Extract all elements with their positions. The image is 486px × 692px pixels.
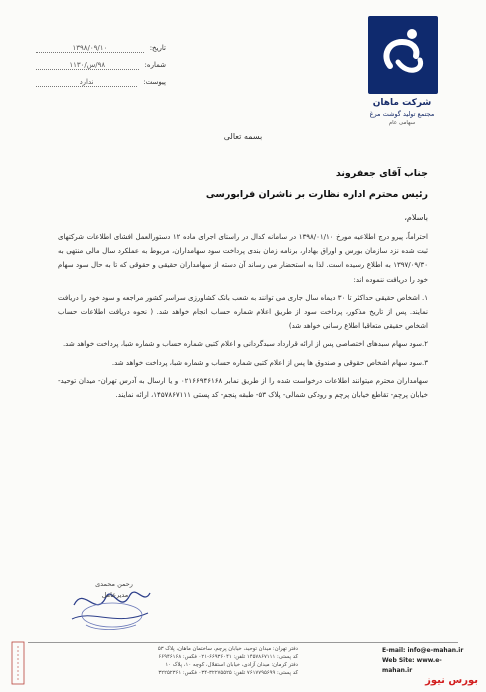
email-value[interactable]: info@e-mahan.ir — [407, 647, 464, 654]
body-paragraph-2: سهامداران محترم میتوانند اطلاعات درخواست شده را از طریق نمابر ۰۲۱۶۶۹۴۶۱۶۸ و یا ارسال به آدرس تهران- میدان توحید- خیابان پرچم- تقاطع خیابان پرچم و رودکی شمالی- پلاک ۵۳- طبقه پنجم- کد پستی ۱۴۵۷۸۶۷۱۱۱، ارائه نمایند. — [58, 376, 428, 400]
web-value[interactable]: www.e-mahan.ir — [382, 657, 442, 674]
number-value: ۹۸/س/۱۱۳۰ — [36, 61, 139, 70]
signatory-name: رحمن محمدی — [95, 580, 133, 588]
vertical-stamp-icon — [6, 640, 32, 686]
company-subtitle: مجتمع تولید گوشت مرغ — [369, 110, 435, 118]
company-name: شرکت ماهان — [372, 98, 432, 108]
salutation: باسلام، — [404, 213, 428, 222]
attachment-label: پیوست: — [143, 78, 166, 86]
company-logo — [368, 16, 438, 94]
letter-body — [58, 230, 428, 405]
tehran-phone: کد پستی: ۱۴۵۷۸۶۷۱۱۱ تلفن: ۶۶۹۳۶۰۴۱-۰۲۱ فکس: ۶۶۹۴۶۱۶۸ — [158, 654, 298, 660]
attachment-row — [36, 78, 166, 87]
recipient-title: رئیس محترم اداره نظارت بر ناشران فرابورسی — [205, 189, 428, 200]
web-row — [382, 656, 468, 676]
body-item-3: ۳.سود سهام اشخاص حقوقی و صندوق ها پس از اعلام کتبی شماره حساب و شماره شبا، پرداخت خواهد شد. — [111, 358, 428, 367]
email-label: E-mail: — [382, 647, 406, 654]
date-label: تاریخ: — [149, 44, 166, 52]
body-item-1: ۱. اشخاص حقیقی حداکثر تا ۳۰ دیماه سال جاری می توانند به شعب بانک کشاورزی سراسر کشور مراجعه و سود خود را دریافت نمایند. پس از تاریخ مذکور، پرداخت سود از طریق اعلام شماره حساب انجام خواهد شد. ( نحوه دریافت اطلاعات حساب اشخاص حقیقی متعاقبا اطلاع رسانی خواهد شد) — [58, 293, 429, 331]
kerman-office: دفتر کرمان: میدان آزادی، خیابان استقلال، کوچه ۱۰، پلاک ۱۰ — [165, 662, 298, 668]
company-tagline: سهامی عام — [388, 120, 416, 126]
date-row — [36, 44, 166, 53]
basmala: بسمه تعالی — [223, 132, 263, 141]
recipient-name: جناب آقای جعفروند — [335, 168, 428, 179]
number-row — [36, 61, 166, 70]
tehran-office: دفتر تهران: میدان توحید، خیابان پرچم، ساختمان ماهان، پلاک ۵۳ — [157, 646, 298, 652]
body-item-2: ۲.سود سهام سبدهای اختصاصی پس از ارائه قرارداد سبدگردانی و اعلام کتبی شماره حساب و شماره شبا، پرداخت خواهد شد. — [62, 340, 428, 349]
body-paragraph-1: احتراماً، پیرو درج اطلاعیه مورخ ۱۳۹۸/۰۱/۱۰ در سامانه کدال در راستای اجرای ماده ۱۲ دستورالعمل افشای اطلاعات شرکتهای ثبت شده نزد سازمان بورس و اوراق بهادار، برنامه زمان بندی پرداخت سود سهامداران، مربوط به عملکرد سال مالی منتهی به ۱۳۹۷/۰۹/۳۰ به اطلاع رسیده است. لذا به استحضار می رساند آن دسته از سهامداران حقیقی و حقوقی که تا به حال سود سهام خود را دریافت ننموده اند: — [58, 233, 428, 284]
email-row — [382, 646, 468, 656]
footer-contact — [382, 646, 468, 676]
date-value: ۱۳۹۸/۰۹/۱۰ — [36, 44, 144, 53]
number-label: شماره: — [144, 61, 166, 69]
watermark: بورس نیوز — [425, 675, 478, 686]
logo-mark-icon — [368, 16, 438, 94]
footer-divider — [28, 642, 458, 643]
logo-caption — [356, 98, 448, 126]
attachment-value: ندارد — [36, 78, 137, 87]
kerman-phone: کد پستی: ۷۶۱۷۷۹۵۶۹۹ تلفن: ۳۲۲۷۵۵۲۵-۰۳۴ فکس: ۳۲۲۵۲۳۶۱ — [158, 670, 298, 676]
recipient — [206, 168, 428, 200]
letter-meta — [36, 44, 166, 95]
signatory-role: مدیرعامل — [101, 591, 129, 599]
web-label: Web Site: — [382, 657, 415, 664]
footer-addresses — [38, 645, 298, 677]
